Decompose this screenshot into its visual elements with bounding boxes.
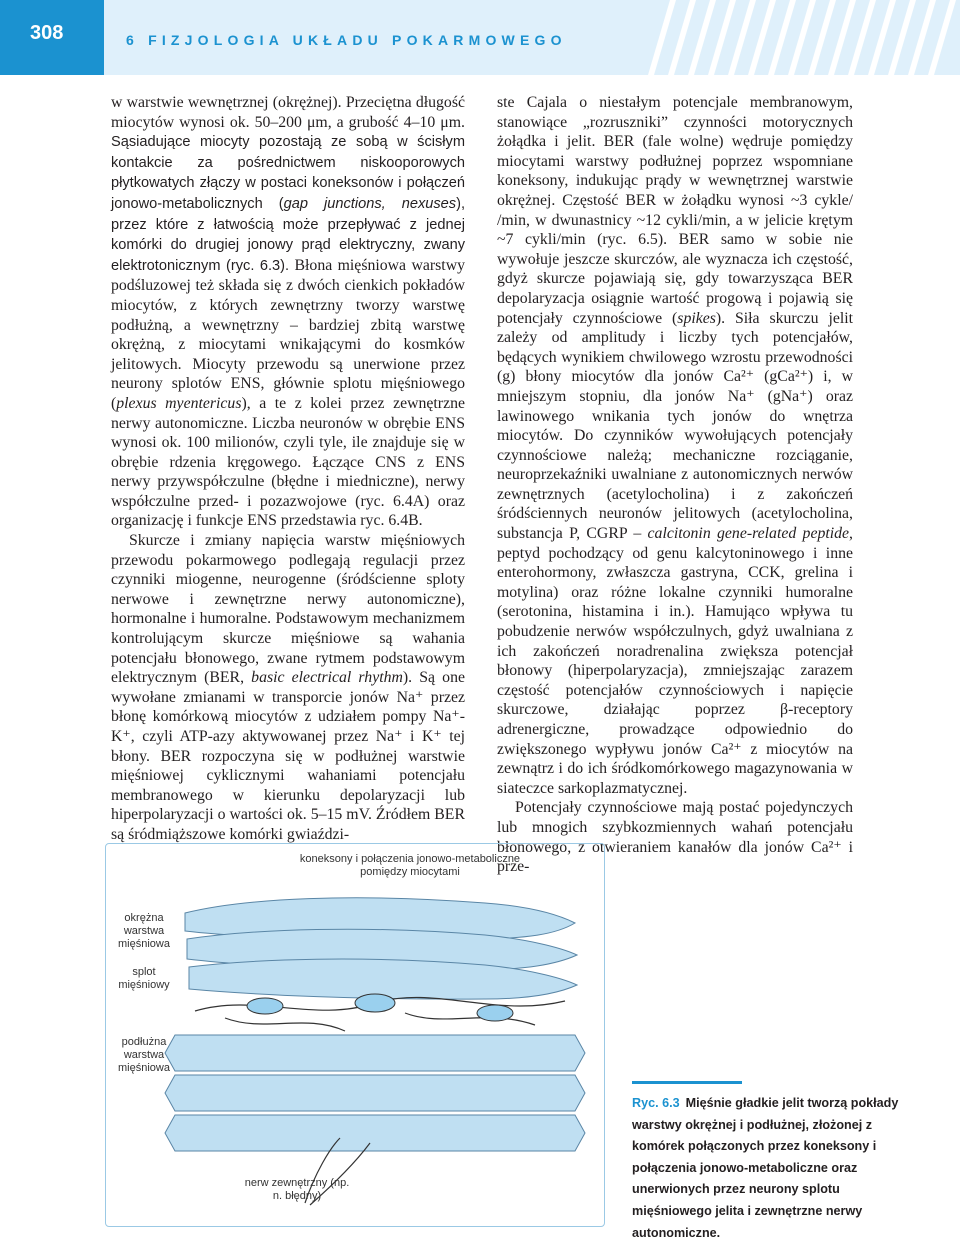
- text-run: w warstwie wewnętrznej (okrężnej). Przeciętna długość miocytów wynosi ok. 50–200 μm, a grubość 4–10 μm.: [111, 94, 465, 131]
- text-run-italic: basic electrical rhythm: [251, 669, 403, 687]
- right-paragraph-2: Potencjały czynnościowe mają postać pojedynczych lub mnogich szybkozmiennych wahań potencjału błonowego, z otwieraniem kanałów dla jonów Ca²⁺ i prze-: [497, 799, 853, 876]
- right-paragraph-1: [497, 93, 853, 798]
- text-run: , peptyd pochodzący od genu kalcytoninowego i inne enterohormony, zwłaszcza gastryna, CCK, grelina i motylina) oraz różne lokalne czynniki humoralne (serotonina, histamina i in.). Hamująco wpływa tu pobudzenie nerwów współczulnych, gdyż uwalniana z ich zakończeń noradrenalina zwiększa potencjał błonowy (hiperpolaryzacja), zmniejszając zarazem częstość potencjałów czynnościowych i napięcie skurczowe, działając poprzez β-receptory adrenergiczne, prowadzące odpowiednio do zwiększonego wypływu jonów Ca²⁺ z miocytów na zewnątrz i do ich śródkomórkowego magazynowania w siateczce sarkoplazmatycznej.: [497, 525, 853, 797]
- caption-number: Ryc. 6.3: [632, 1096, 680, 1110]
- left-paragraph-1: [111, 93, 465, 531]
- text-run: Skurcze i zmiany napięcia warstw mięśniowych przewodu pokarmowego podlegają regulacji przez czynniki miogenne, neurogenne (śródścienne sploty nerwowe i zewnętrzne nerwy autonomiczne), hormonalne i humoralne. Podstawowym mechanizmem kontrolującym skurcze mięśniowe są wahania potencjału błonowego, zwane rytmem podstawowym elektrycznym (BER,: [111, 532, 465, 687]
- text-run: Błona mięśniowa warstwy podśluzowej też składa się z dwóch cienkich pokładów miocytów, z których zewnętrzny tworzy warstwę podłużną, a wewnętrzny – bardziej zbitą warstwę okrężną, z miocytami wnikającymi do kosmków jelitowych. Miocyty przewodu są unerwione przez neurony splotów ENS, głównie splotu mięśniowego (: [111, 256, 465, 412]
- text-run: Sąsiadujące miocyty pozostają ze sobą w ścisłym kontakcie za pośrednictwem niskooporowych płytkowatych złączy w postaci koneksonów i połączeń jonowo-metabolicznych (: [111, 134, 465, 212]
- text-run: ), przez które z łatwością może przepływać z jednej komórki do drugiej jonowy prąd elektryczny, zwany elektrotonicznym (ryc. 6.3).: [111, 195, 465, 274]
- text-run: ). Są one wywołane zmianami w transporcie jonów Na⁺ przez błonę komórkową miocytów z udziałem pompy Na⁺-K⁺, czyli ATP-azy aktywowanej przez Na⁺ i K⁺ tej błony. BER rozpoczyna się w podłużnej warstwie mięśniowej cyklicznymi wahaniami potencjału membranowego w kierunku depolaryzacji lub hiperpolaryzacji o wartości ok. 5–15 mV. Źródłem BER są śródmiąższowe komórki gwiaździ-: [111, 669, 465, 843]
- text-run: ), a te z kolei przez zewnętrzne nerwy autonomiczne. Liczba neuronów w obrębie ENS wynosi ok. 100 milionów, czyli tyle, ile znajduje się w obrębie rdzenia kręgowego. Łączące CNS z ENS nerwy przywspółczulne (błędne i miedniczne), nerwy współczulne przed- i pozazwojowe (ryc. 6.4A) oraz organizację i funkcje ENS przedstawia ryc. 6.4B.: [111, 394, 465, 530]
- text-run: ). Siła skurczu jelit zależy od amplitudy i liczby tych potencjałów, będących wynikiem chwilowego wzrostu przewodności (g) błony miocytów dla jonów Ca²⁺ (gCa²⁺) i, w mniejszym stopniu, dla jonów Na⁺ (gNa⁺) oraz lawinowego wnikania tych jonów do wnętrza miocytów. Do czynników wywołujących potencjały czynnościowe należą; mechaniczne rozciąganie, neuroprzekaźniki uwalniane z autonomicznych nerwów zewnętrznych (acetylocholina) i z zakończeń śródściennych neuronów jelitowych (acetylocholina, substancja P, CGRP –: [497, 309, 854, 543]
- left-paragraph-2: [111, 531, 465, 845]
- figure-label-plexus: splot mięśniowy: [118, 966, 170, 991]
- muscle-layers-illustration: [105, 843, 603, 1225]
- text-run: ste Cajala o niestałym potencjale membranowym, stanowiące „rozruszniki” czynności motorycznych żołądka i jelit. BER (fale wolne) wędruje pomiędzy miocytami warstwy podłużnej poprzez wspomniane koneksony, indukując prądy w wewnętrznej warstwie okrężnej. Częstość BER w żołądku wynosi ~3 cykle/ /min, w dwunastnicy ~12 cykli/min, a w jelicie krętym ~7 cykli/min (ryc. 6.5). BER samo w sobie nie wywołuje jeszcze skurczów, ale wyznacza ich częstość, gdyż skurcze pojawiają się, gdy towarzysząca BER depolaryzacja osiągnie wartość progową i pojawią się potencjały czynnościowe (: [497, 94, 853, 327]
- text-run-italic: gap junctions, nexuses: [283, 195, 457, 212]
- caption-rule: [632, 1081, 742, 1084]
- right-column: [497, 93, 853, 877]
- chapter-title: 6 FIZJOLOGIA UKŁADU POKARMOWEGO: [126, 32, 567, 48]
- caption-text: Mięśnie gładkie jelit tworzą pokłady warstwy okrężnej i podłużnej, złożonej z komórek połączonych przez koneksony i połączenia jonowo-metaboliczne oraz unerwionych przez neurony splotu mięśniowego jelita i zewnętrzne nerwy autonomiczne.: [632, 1096, 899, 1240]
- text-run-italic: calcitonin gene-related peptide: [647, 525, 850, 543]
- left-column: [111, 93, 465, 845]
- figure-label-longitudinal-layer: podłużna warstwa mięśniowa: [118, 1036, 170, 1074]
- figure-label-circular-layer: okrężna warstwa mięśniowa: [118, 912, 170, 950]
- figure-label-nerve: nerw zewnętrzny (np. n. błędny): [244, 1177, 350, 1202]
- page-number: 308: [30, 22, 64, 44]
- figure-caption: [632, 1093, 902, 1244]
- figure-label-connexons: koneksony i połączenia jonowo-metaboliczne pomiędzy miocytami: [299, 853, 521, 878]
- text-run-italic: spikes: [677, 309, 716, 327]
- text-run-italic: plexus myentericus: [116, 394, 242, 412]
- decorative-stripes: [630, 0, 960, 75]
- page-number-box: [0, 0, 104, 75]
- page-header: [0, 0, 960, 75]
- text-run-sans: [111, 134, 465, 274]
